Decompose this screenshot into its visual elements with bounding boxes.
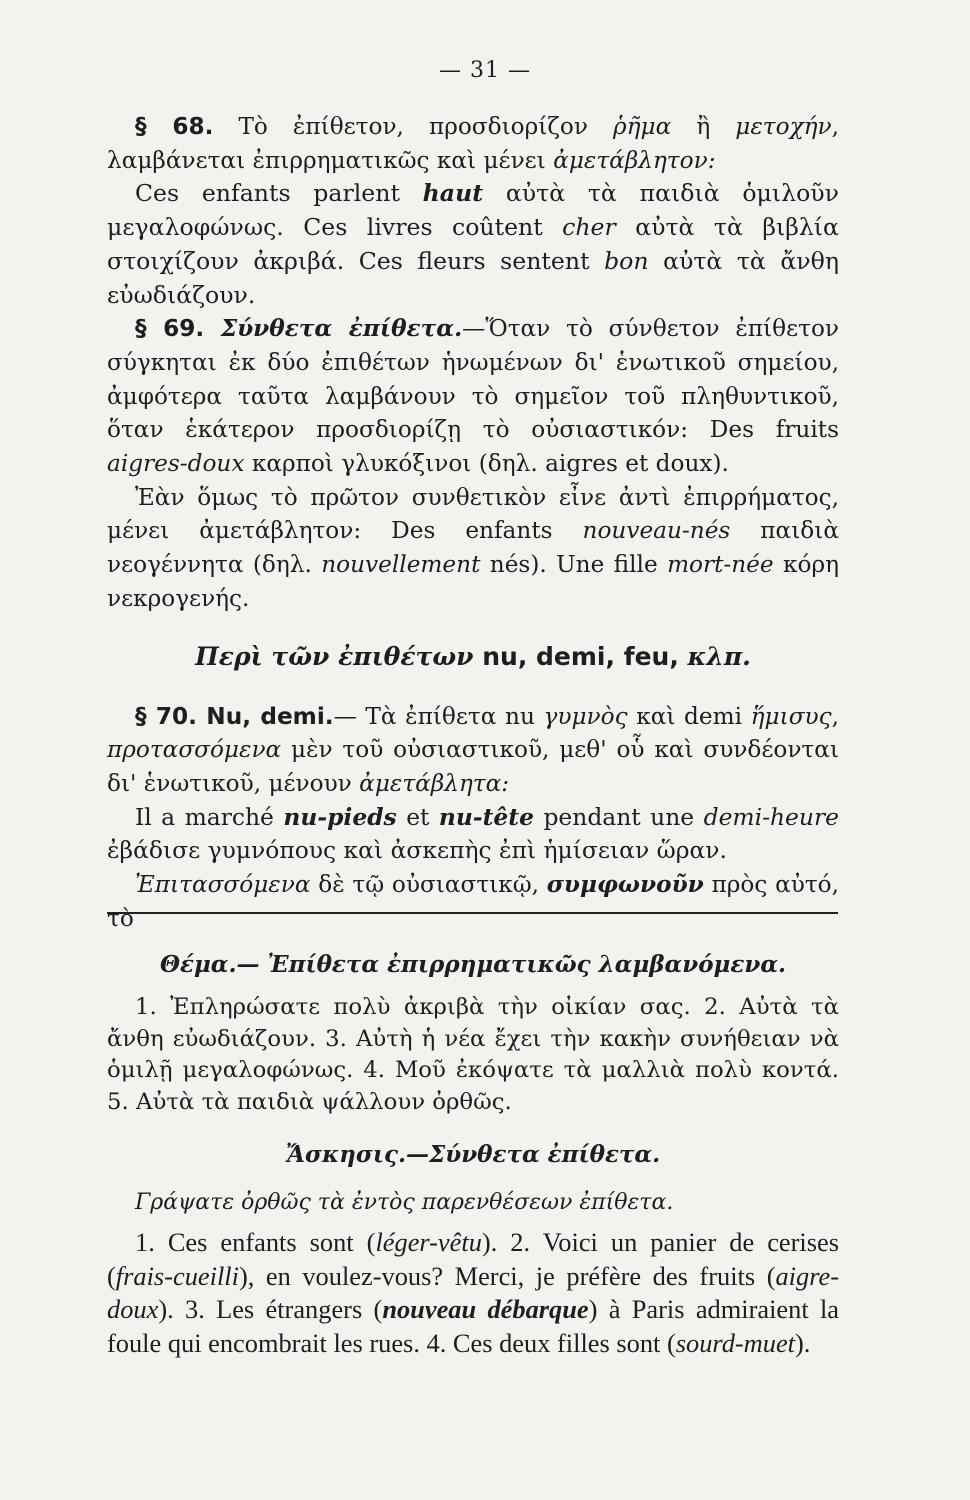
exercises (107, 950, 839, 1360)
section-title: Σύνθετα ἐπίθετα. (204, 315, 463, 343)
thema-text: 1. Ἐπληρώσατε πολὺ ἀκριβὰ τὴν οἰκίαν σας. 2. Αὐτὰ τὰ ἄνθη εὐωδιάζουν. 3. Αὐτὴ ἡ νέα ἔχει τὴν κακὴν συνήθειαν νὰ ὁμιλῇ μεγαλοφώνως. 4. Μοῦ ἐκόψατε τὰ μαλλιὰ πολὺ κοντά. 5. Αὐτὰ τὰ παιδιὰ ψάλλουν ὀρθῶς. (107, 994, 839, 1115)
exercise-sentences: 1. Ces enfants sont (léger-vêtu). 2. Voici un panier de cerises (frais-cueilli), en voulez-vous? Merci, je préfère des fruits (aigre-doux). 3. Les étrangers (nouveau débarque) à Paris admiraient la foule qui encombrait les rues. 4. Ces deux filles sont (sourd-muet). (107, 1227, 840, 1358)
grammar-section (107, 110, 839, 935)
paragraph-70-example: Il a marché nu-pieds et nu-tête pendant une demi-heure ἐβάδισε γυμνόπους καὶ ἀσκεπὴς ἐπὶ ἡμίσειαν ὥραν. (107, 802, 839, 865)
section-number: § 69. (135, 315, 205, 343)
paragraph-68: § 68. Τὸ ἐπίθετον, προσδιορίζον ῥῆμα ἢ μετοχήν, λαμβάνεται ἐπιρρηματικῶς καὶ μένει ἀμετάβλητον: (107, 113, 839, 174)
paragraph-70: § 70. Nu, demi.— Τὰ ἐπίθετα nu γυμνὸς καὶ demi ἥμισυς, προτασσόμενα μὲν τοῦ οὐσιαστικοῦ, μεθ' οὗ καὶ συνδέονται δι' ἑνωτικοῦ, μένουν ἀμετάβλητα: (107, 702, 839, 797)
exercise-instruction: Γράψατε ὀρθῶς τὰ ἐντὸς παρενθέσεων ἐπίθετα. (135, 1190, 674, 1215)
thema-title: Θέμα.— Ἐπίθετα ἐπιρρηματικῶς λαμβανόμενα. (159, 951, 787, 978)
section-number: § 70. Nu, demi. (135, 702, 334, 730)
paragraph-68-examples: Ces enfants parlent haut αὐτὰ τὰ παιδιὰ ὁμιλοῦν μεγαλοφώνως. Ces livres coûtent cher αὐτὰ τὰ βιβλία στοιχίζουν ἀκριβά. Ces fleurs sentent bon αὐτὰ τὰ ἄνθη εὐωδιάζουν. (107, 179, 839, 309)
divider-rule (107, 912, 838, 914)
section-number: § 68. (135, 113, 214, 140)
page-number: — 31 — (439, 58, 531, 83)
paragraph-69: § 69. Σύνθετα ἐπίθετα.—Ὅταν τὸ σύνθετον ἐπίθετον σύγκηται ἐκ δύο ἐπιθέτων ἡνωμένων δι' ἑνωτικοῦ σημείου, ἀμφότερα ταῦτα λαμβάνουν τὸ σημεῖον τοῦ πληθυντικοῦ, ὅταν ἑκάτερον προσδιορίζῃ τὸ οὐσιαστικόν: Des fruits aigres-doux καρποὶ γλυκόξινοι (δηλ. aigres et doux). (107, 315, 839, 478)
exercise-title: Ἄσκησις.—Σύνθετα ἐπίθετα. (285, 1141, 661, 1168)
chapter-heading: Περὶ τῶν ἐπιθέτων nu, demi, feu, κλπ. (195, 641, 751, 671)
paragraph-69-exception: Ἐὰν ὅμως τὸ πρῶτον συνθετικὸν εἶνε ἀντὶ ἐπιρρήματος, μένει ἀμετάβλητον: Des enfants nouveau-nés παιδιὰ νεογέννητα (δηλ. nouvellement nés). Une fille mort-née κόρη νεκρογενής. (107, 483, 839, 612)
paragraph-70-continued: Ἐπιτασσόμενα δὲ τῷ οὐσιαστικῷ, συμφωνοῦν πρὸς αὐτό, τὸ (107, 871, 839, 932)
